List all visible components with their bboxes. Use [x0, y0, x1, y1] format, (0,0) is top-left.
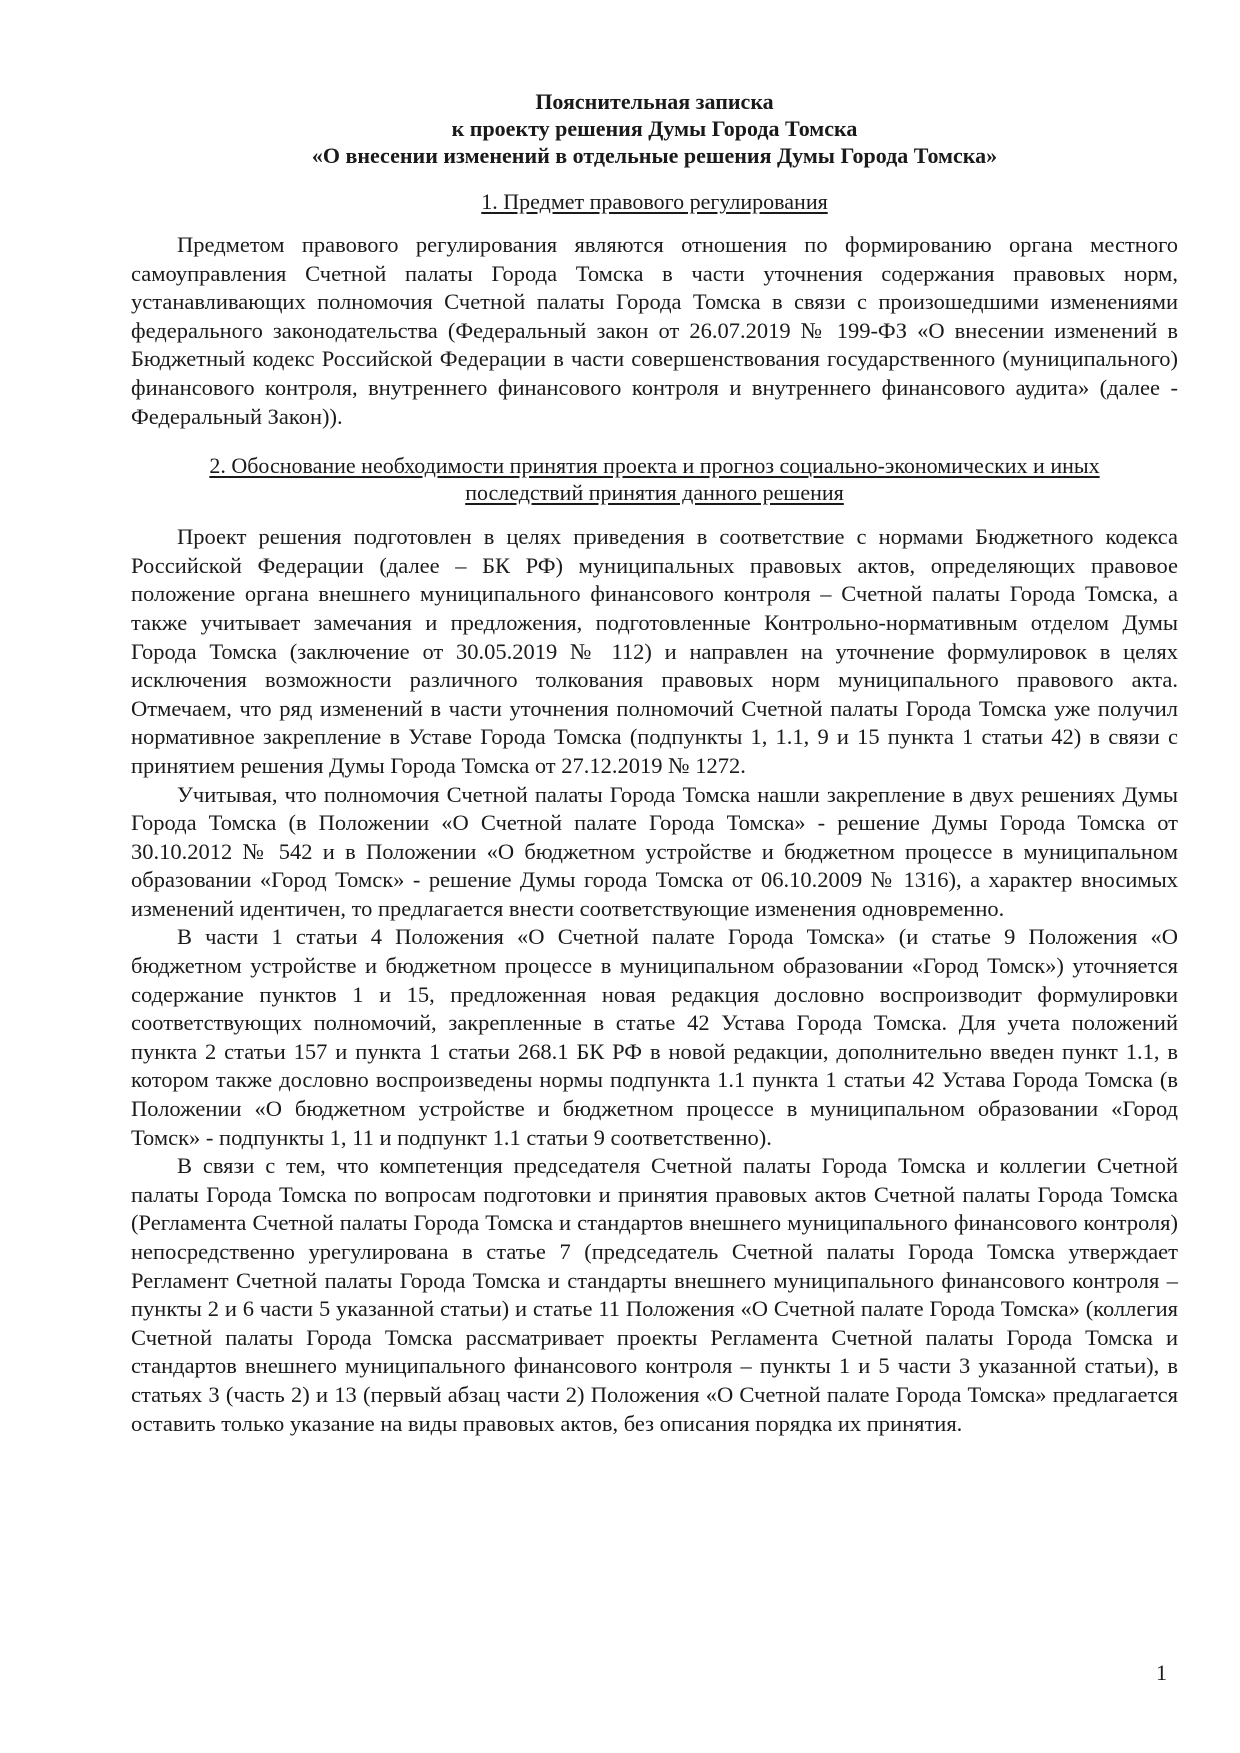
section-2-paragraph-1: Проект решения подготовлен в целях приведения в соответствие с нормами Бюджетного кодекса Российской Федерации (далее – БК РФ) муниципальных правовых актов, определяющих правовое положение органа внешнего муниципального финансового контроля – Счетной палаты Города Томска, а также учитывает замечания и предложения, подготовленные Контрольно-нормативным отделом Думы Города Томска (заключение от 30.05.2019 № 112) и направлен на уточнение формулировок в целях исключения возможности различного толкования правовых норм муниципального правового акта. Отмечаем, что ряд изменений в части уточнения полномочий Счетной палаты Города Томска уже получил нормативное закрепление в Уставе Города Томска (подпункты 1, 1.1, 9 и 15 пункта 1 статьи 42) в связи с принятием решения Думы Города Томска от 27.12.2019 № 1272. — [131, 524, 1178, 778]
section-2-heading-line-1: 2. Обоснование необходимости принятия проекта и прогноз социально-экономических и иных — [209, 453, 1100, 479]
section-2-paragraph-4: В связи с тем, что компетенция председателя Счетной палаты Города Томска и коллегии Счетной палаты Города Томска по вопросам подготовки и принятия правовых актов Счетной палаты Города Томска (Регламента Счетной палаты Города Томска и стандартов внешнего муниципального финансового контроля) непосредственно урегулирована в статье 7 (председатель Счетной палаты Города Томска утверждает Регламент Счетной палаты Города Томска и стандарты внешнего муниципального финансового контроля – пункты 2 и 6 части 5 указанной статьи) и статье 11 Положения «О Счетной палате Города Томска» (коллегия Счетной палаты Города Томска рассматривает проекты Регламента Счетной палаты Города Томска и стандартов внешнего муниципального финансового контроля – пункты 1 и 5 части 3 указанной статьи), в статьях 3 (часть 2) и 13 (первый абзац части 2) Положения «О Счетной палате Города Томска» предлагается оставить только указание на виды правовых актов, без описания порядка их принятия. — [131, 1153, 1178, 1436]
title-line-3: «О внесении изменений в отдельные решения Думы Города Томска» — [311, 143, 998, 168]
title-line-1: Пояснительная записка — [535, 89, 774, 114]
section-1-heading: 1. Предмет правового регулирования — [481, 189, 828, 214]
section-2-paragraph-3: В части 1 статьи 4 Положения «О Счетной палате Города Томска» (и статье 9 Положения «О бюджетном устройстве и бюджетном процессе в муниципальном образовании «Город Томск») уточняется содержание пунктов 1 и 15, предложенная новая редакция дословно воспроизводит формулировки соответствующих полномочий, закрепленные в статье 42 Устава Города Томска. Для учета положений пункта 2 статьи 157 и пункта 1 статьи 268.1 БК РФ в новой редакции, дополнительно введен пункт 1.1, в котором также дословно воспроизведены нормы подпункта 1.1 пункта 1 статьи 42 Устава Города Томска (в Положении «О бюджетном устройстве и бюджетном процессе в муниципальном образовании «Город Томск» - подпункты 1, 11 и подпункт 1.1 статьи 9 соответственно). — [131, 924, 1178, 1150]
page-number: 1 — [1156, 1660, 1167, 1685]
section-2-paragraph-2: Учитывая, что полномочия Счетной палаты Города Томска нашли закрепление в двух решениях Думы Города Томска (в Положении «О Счетной палате Города Томска» - решение Думы Города Томска от 30.10.2012 № 542 и в Положении «О бюджетном устройстве и бюджетном процессе в муниципальном образовании «Город Томск» - решение Думы города Томска от 06.10.2009 № 1316), а характер вносимых изменений идентичен, то предлагается внести соответствующие изменения одновременно. — [131, 781, 1178, 921]
title-line-2: к проекту решения Думы Города Томска — [451, 116, 858, 141]
section-2-heading-line-2: последствий принятия данного решения — [465, 480, 844, 506]
section-2-heading — [131, 452, 1178, 506]
document-title — [131, 88, 1178, 169]
section-1-paragraph: Предметом правового регулирования являются отношения по формированию органа местного самоуправления Счетной палаты Города Томска в части уточнения содержания правовых норм, устанавливающих полномочия Счетной палаты Города Томска в связи с произошедшими изменениями федерального законодательства (Федеральный закон от 26.07.2019 № 199-ФЗ «О внесении изменений в Бюджетный кодекс Российской Федерации в части совершенствования государственного (муниципального) финансового контроля, внутреннего финансового контроля и внутреннего финансового аудита» (далее - Федеральный Закон)). — [131, 232, 1178, 429]
document-body — [131, 88, 1178, 1438]
